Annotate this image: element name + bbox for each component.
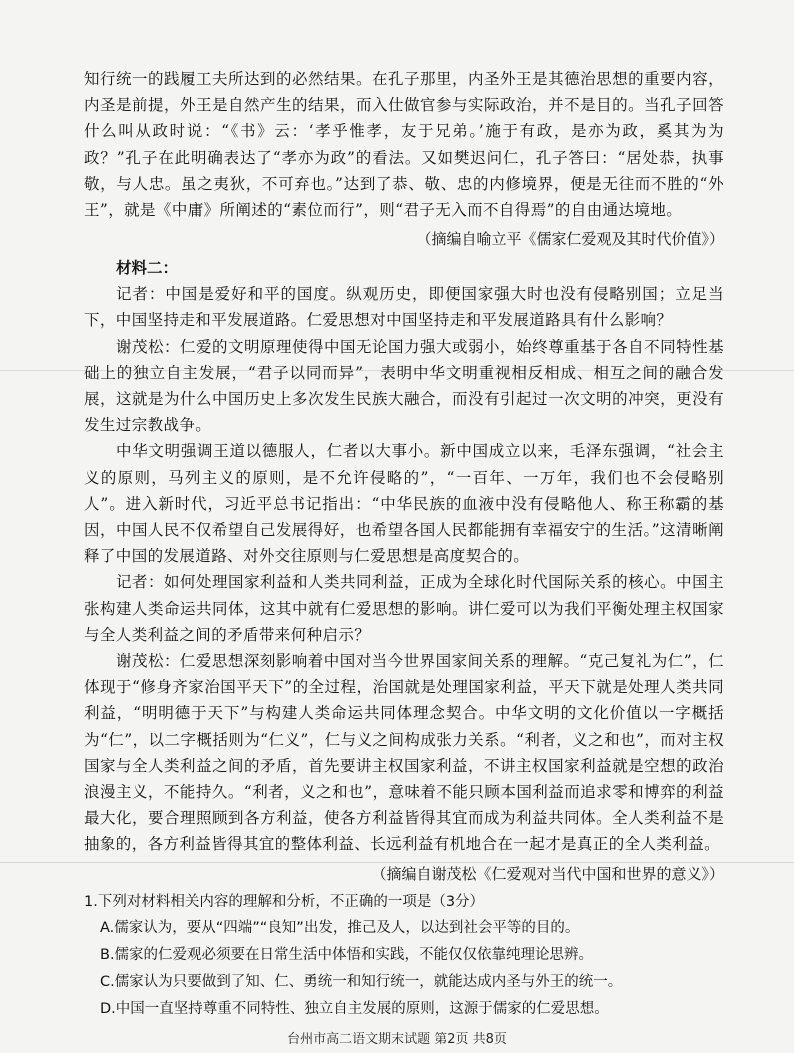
paragraph-text: 中华文明强调王道以德服人，仁者以大事小。新中国成立以来，毛泽东强调，“社会主义的原则，马列主义的原则，是不允许侵略的”，“一百年、一万年，我们也不会侵略别人”。进入新时代，习近平总书记指出：“中华民族的血液中没有侵略他人、称王称霸的基因，中国人民不仅希望自己发展得好，也希望各国人民都能拥有幸福安宁的生活。”这清晰阐释了中国的发展道路、对外交往原则与仁爱思想是高度契合的。 — [84, 442, 724, 566]
option-c: C.儒家认为只要做到了知、仁、勇统一和知行统一，就能达成内圣与外王的统一。 — [100, 973, 623, 990]
interview-paragraph — [84, 281, 724, 333]
paragraph-text: 中国是爱好和平的国度。纵观历史，即便国家强大时也没有侵略别国；立足当下，中国坚持走和平发展道路。仁爱思想对中国坚持走和平发展道路具有什么影响？ — [84, 285, 724, 330]
paragraph-text: 仁爱思想深刻影响着中国对当今世界国家间关系的理解。“克己复礼为仁”，仁体现于“修身齐家治国平天下”的全过程，治国就是处理国家利益，平天下就是处理人类共同利益，“明明德于天下”与构建人类命运共同体理念契合。中华文明的文化价值以一字概括为“仁”，以二字概括则为“仁义”，仁与义之间构成张力关系。“利者，义之和也”，而对主权国家与全人类利益之间的矛盾，首先要讲主权国家利益，不讲主权国家利益就是空想的政治浪漫主义，不能持久。“利者，义之和也”，意味着不能只顾本国利益而追求零和博弈的利益最大化，要合理照顾到各方利益，使各方利益皆得其宜而成为利益共同体。全人类利益不是抽象的，各方利益皆得其宜的整体利益、长远利益有机地合在一起才是真正的全人类利益。 — [84, 652, 724, 854]
interview-paragraph — [84, 648, 724, 858]
speaker-label: 记者： — [116, 285, 166, 304]
page-content — [84, 66, 724, 1023]
material2-source: （摘编自谢茂松《仁爱观对当代中国和世界的意义》） — [371, 864, 724, 883]
speaker-label: 谢茂松： — [116, 337, 181, 356]
question-stem: 1.下列对材料相关内容的理解和分析，不正确的一项是（3分） — [84, 893, 485, 910]
page-footer: 台州市高二语文期末试题 第2页 共8页 — [287, 1032, 507, 1047]
speaker-label: 谢茂松： — [116, 652, 180, 671]
paragraph-text: 仁爱的文明原理使得中国无论国力强大或弱小，始终尊重基于各自不同特性基础上的独立自主发展，“君子以同而异”，表明中华文明重视相反相成、相互之间的融合发展，这就是为什么中国历史上多次发生民族大融合，而没有引起过一次文明的冲突，更没有发生过宗教战争。 — [84, 337, 724, 435]
option-a: A.儒家认为，要从“四端”“良知”出发，推己及人，以达到社会平等的目的。 — [100, 919, 580, 936]
material1-source: （摘编自喻立平《儒家仁爱观及其时代价值》） — [416, 230, 724, 249]
option-b: B.儒家的仁爱观必须要在日常生活中体悟和实践，不能仅仅依靠纯理论思辨。 — [100, 946, 594, 963]
paragraph-text: 如何处理国家利益和人类共同利益，正成为全球化时代国际关系的核心。中国主张构建人类命运共同体，这其中就有仁爱思想的影响。讲仁爱可以为我们平衡处理主权国家与全人类利益之间的矛盾带来何种启示？ — [84, 573, 724, 644]
option-d: D.中国一直坚持尊重不同特性、独立自主发展的原则，这源于儒家的仁爱思想。 — [100, 1000, 609, 1017]
material1-paragraph: 知行统一的践履工夫所达到的必然结果。在孔子那里，内圣外王是其德治思想的重要内容，内圣是前提，外王是自然产生的结果，而入仕做官参与实际政治，并不是目的。当孔子回答什么叫从政时说：“《书》云：‘孝乎惟孝，友于兄弟。’施于有政，是亦为政，奚其为为政？”孔子在此明确表达了“孝亦为政”的看法。又如樊迟问仁，孔子答曰：“居处恭，执事敬，与人忠。虽之夷狄，不可弃也。”达到了恭、敬、忠的内修境界，便是无往而不胜的“外王”，就是《中庸》所阐述的“素位而行”，则“君子无入而不自得焉”的自由通达境地。 — [84, 70, 724, 220]
speaker-label: 记者： — [116, 573, 165, 592]
material2-heading: 材料二： — [116, 258, 179, 278]
interview-paragraph — [84, 569, 724, 648]
interview-paragraph — [84, 438, 724, 569]
interview-paragraph — [84, 334, 724, 439]
